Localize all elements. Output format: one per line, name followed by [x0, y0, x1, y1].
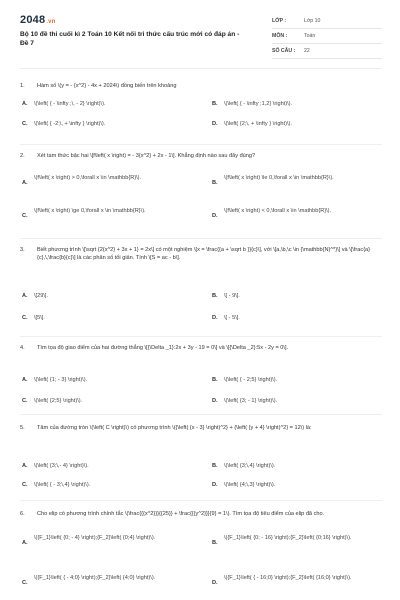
question-4: [20, 344, 382, 412]
option-letter: D.: [212, 315, 218, 321]
option-letter: D.: [212, 398, 218, 404]
option-text: \(\left( { - \infty ;\, - 2} \right)\).: [34, 101, 106, 107]
question-text: Tâm của đường tròn \(\left( C \right)\) có phương trình \({\left( {x - 3} \right)^2} + {\left( {y + 4} \right)^2} = 12\) là:: [37, 425, 312, 431]
question-1: [20, 82, 382, 142]
question-6: [20, 510, 382, 598]
question-divider: [20, 336, 382, 337]
option-text: \(\left( { - \infty ;1,2} \right)\).: [224, 101, 293, 107]
meta-row-class: [272, 14, 382, 29]
option-letter: C.: [22, 580, 28, 586]
option-text: \[5\].: [34, 315, 45, 321]
question-number: 2.: [20, 153, 25, 159]
option-text: \({F_1}\left( {0; - 4} \right);{F_2}\left( {0;4} \right)\).: [34, 535, 156, 541]
option-letter: B.: [212, 180, 218, 186]
option-letter: A.: [22, 540, 28, 546]
meta-key: SỐ CÂU :: [272, 48, 296, 54]
meta-row-subject: [272, 29, 382, 44]
document-header: [20, 14, 382, 64]
option-letter: A.: [22, 180, 28, 186]
option-text: \(\left( {4;\,3} \right)\).: [224, 482, 276, 488]
option-letter: D.: [212, 482, 218, 488]
option-letter: B.: [212, 463, 218, 469]
option-letter: D.: [212, 121, 218, 127]
question-divider: [20, 500, 382, 501]
document-title: Bộ 10 đề thi cuối kì 2 Toán 10 Kết nối tri thức cấu trúc mới có đáp án - Đề 7: [20, 31, 240, 47]
option-letter: B.: [212, 293, 218, 299]
option-letter: B.: [212, 540, 218, 546]
question-2: [20, 152, 382, 236]
option-text: \(\left( { - 2;5} \right)\).: [224, 377, 278, 383]
option-text: \[29\].: [34, 293, 48, 299]
question-text: Biết phương trình \[\sqrt {2{x^2} + 3x + 1} = 2x\] có một nghiệm \[x = \frac{{a + \sqrt b }}{c}\], với \[a,\b,\c \in {\mathbb{N}^*}\] và \[\frac{a}{c},\,\frac{b}{c}\] là các phân số tối giản. Tính \[S = ac - b\].: [37, 247, 371, 262]
meta-value: Toán: [304, 33, 316, 39]
question-text: Hàm số \(y = - {x^2} - 4x + 2024\) đồng biến trên khoảng: [37, 83, 177, 89]
meta-key: LỚP :: [272, 18, 287, 24]
option-letter: B.: [212, 377, 218, 383]
option-text: \(\left( {2;\, + \infty } \right)\).: [224, 121, 292, 127]
option-text: \(\left( {2;5} \right)\).: [34, 398, 83, 404]
option-text: \({F_1}\left( {0; - 16} \right);{F_2}\left( {0;16} \right)\).: [224, 535, 352, 541]
logo-main: 2048: [20, 14, 46, 26]
question-number: 4.: [20, 345, 25, 351]
meta-value: 22: [304, 48, 310, 54]
option-text: \[ - 9\].: [224, 293, 240, 299]
option-letter: C.: [22, 213, 28, 219]
question-number: 5.: [20, 425, 25, 431]
option-text: \(\left( { -2;\, + \infty } \right)\).: [34, 121, 106, 127]
option-text: \({F_1}\left( { - 16;0} \right);{F_2}\left( {16;0} \right)\).: [224, 575, 352, 581]
option-text: \(\left( {3;\,4} \right)\).: [224, 463, 276, 469]
question-number: 3.: [20, 247, 25, 253]
option-text: \(\left( {3; - 1} \right)\).: [224, 398, 278, 404]
question-divider: [20, 414, 382, 415]
question-text: Cho elip có phương trình chính tắc \(\frac{{{x^2}}}{{25}} + \frac{{{y^2}}}{9} = 1\). Tìm tọa độ tiêu điểm của elip đã cho.: [37, 511, 325, 517]
option-letter: A.: [22, 463, 28, 469]
option-letter: A.: [22, 293, 28, 299]
option-letter: D.: [212, 213, 218, 219]
question-number: 1.: [20, 83, 25, 89]
header-divider: [20, 68, 382, 69]
question-number: 6.: [20, 511, 25, 517]
option-text: \(\left( { - 3;\,4} \right)\).: [34, 482, 91, 488]
option-letter: C.: [22, 121, 28, 127]
question-text: Xét tam thức bậc hai \[f\left( x \right) = - 3{x^2} + 2x - 1\]. Khẳng định nào sau đây đúng?: [37, 153, 256, 159]
option-text: \({F_1}\left( { - 4;0} \right);{F_2}\left( {4;0} \right)\).: [34, 575, 156, 581]
option-letter: B.: [212, 101, 218, 107]
option-letter: C.: [22, 398, 28, 404]
option-text: \(f\left( x \right) < 0,\forall x \in \mathbb{R}\).: [224, 208, 332, 214]
option-text: \(\left( {3;\,- 4} \right)\).: [34, 463, 89, 469]
option-letter: A.: [22, 377, 28, 383]
meta-row-count: [272, 44, 382, 59]
logo-suffix: .vn: [46, 19, 56, 25]
option-text: \(\left( {1; - 3} \right)\).: [34, 377, 88, 383]
question-divider: [20, 144, 382, 145]
option-text: \(f\left( x \right) \le 0,\forall x \in \mathbb{R}\).: [224, 175, 334, 181]
meta-key: MÔN :: [272, 33, 288, 39]
option-letter: A.: [22, 101, 28, 107]
option-text: \(f\left( x \right) \ge 0,\forall x \in \mathbb{R}\).: [34, 208, 146, 214]
option-text: \(f\left( x \right) > 0,\forall x \in \mathbb{R}\).: [34, 175, 142, 181]
question-5: [20, 424, 382, 492]
question-divider: [20, 238, 382, 239]
option-text: \[ - 5\].: [224, 315, 240, 321]
site-logo[interactable]: [20, 14, 56, 26]
option-letter: C.: [22, 315, 28, 321]
option-letter: D.: [212, 580, 218, 586]
meta-value: Lớp 10: [304, 18, 321, 24]
question-3: [20, 246, 382, 334]
meta-panel: [272, 14, 382, 59]
question-text: Tìm tọa độ giao điểm của hai đường thẳng \[{\Delta _1}:2x + 3y - 19 = 0\] và \[{\Delta _2}:5x - 2y = 0\].: [37, 345, 289, 351]
option-letter: C.: [22, 482, 28, 488]
